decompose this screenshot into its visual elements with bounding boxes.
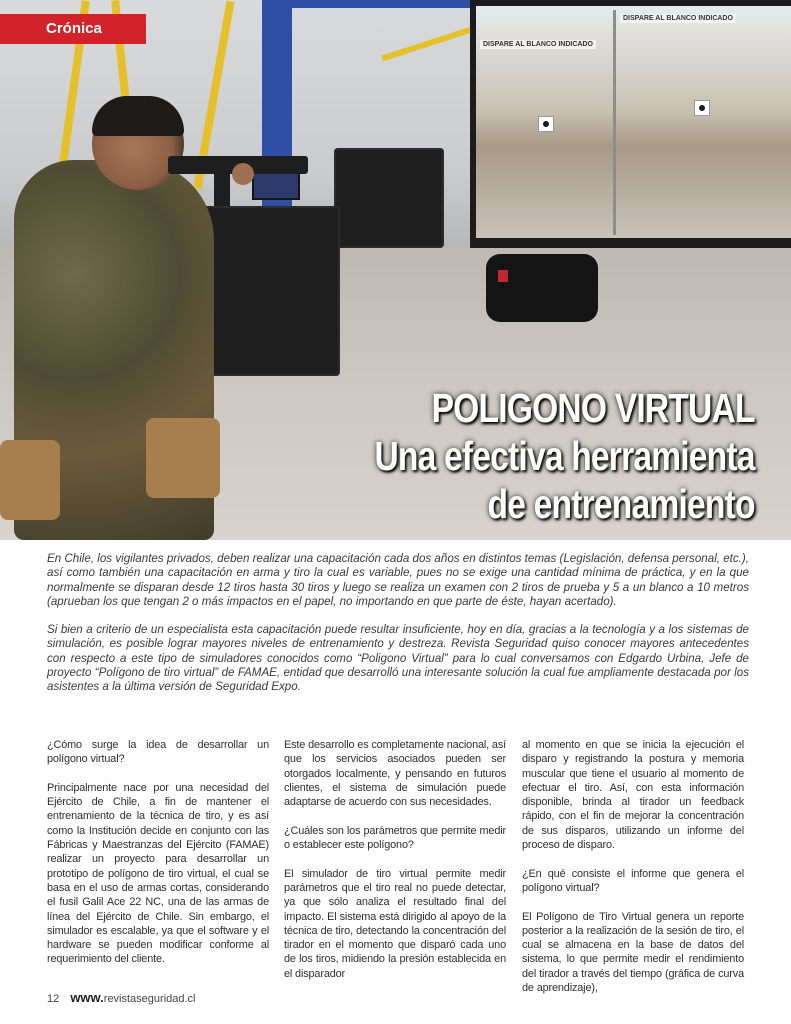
intro (47, 552, 749, 709)
speaker (486, 254, 598, 322)
website-domain: revistaseguridad.cl (103, 993, 196, 1005)
rifle-magazine (214, 172, 230, 206)
headline-line-2: Una efectiva herramienta (374, 433, 755, 479)
target-right (694, 100, 710, 116)
blue-beam (292, 0, 472, 8)
equipment-case-back (334, 148, 444, 248)
boot-right (146, 418, 220, 498)
answer-paragraph: al momento en que se inicia la ejecución el disparo y registrando la postura y memoria muscular que tiene el usuario al momento de efectuar el tiro. Así, con esta información disponible, brinda al tirador un feedback rápido, con el fin de mejorar la concentración de sus disparos, utilizando un informe del proceso de disparo. (522, 739, 744, 852)
speaker-logo (498, 270, 508, 282)
screen-label-right: DISPARE AL BLANCO INDICADO (620, 14, 736, 23)
screen-divider (613, 10, 616, 235)
question: ¿Cuáles son los parámetros que permite medir o establecer este polígono? (284, 824, 506, 852)
body-column-1 (47, 738, 269, 981)
boot-left (0, 440, 60, 520)
soldier-hand (232, 163, 254, 185)
intro-paragraph: Si bien a criterio de un especialista esta capacitación puede resultar insuficiente, hoy en día, gracias a la tecnología y a los sistemas de simulación, es posible lograr mayores niveles de entrenamiento y destreza. Revista Seguridad quiso conocer mayores antecedentes con respecto a este tipo de simuladores conocidos como “Poligono Virtual” para lo cual conversamos con Edgardo Urbina, Jefe de proyecto “Polígono de tiro virtual” de FAMAE, entidad que desarrolló una interesante solución la cual fue ampliamente destacada por los asistentes a la última versión de Seguridad Expo. (47, 623, 749, 694)
footer (47, 990, 196, 1005)
body-column-3 (522, 738, 744, 1010)
answer-paragraph: El Polígono de Tiro Virtual genera un reporte posterior a la realización de la sesión de tiro, el cual se almacena en la base de datos del sistema, lo que permite medir el rendimiento del tirador a través del tiempo (gráfica de curva de aprendizaje), (522, 910, 744, 995)
website-prefix: www. (70, 990, 104, 1005)
question: ¿Cómo surge la idea de desarrollar un polígono virtual? (47, 739, 269, 766)
answer-paragraph: El simulador de tiro virtual permite medir parámetros que el tiro real no puede detectar, ya que sólo analiza el resultado final del impacto. El sistema está dirigido al apoyo de la técnica de tiro, detectando la concentración del tirador en el momento que disparó cada uno de los tiros, midiendo la presión establecida en el disparador (284, 867, 506, 980)
answer-paragraph: Este desarrollo es completamente nacional, así que los servicios asociados pueden ser otorgados localmente, y pensando en futuros clientes, el sistema de simulación puede adaptarse de acuerdo con sus necesidades. (284, 739, 506, 809)
page-number: 12 (47, 993, 60, 1005)
answer-paragraph: Principalmente nace por una necesidad del Ejército de Chile, a fin de mantener el entrenamiento de la técnica de tiro, y es así como la Institución decide en conjunto con las Fábricas y Maestranzas del Ejército (FAMAE) realizar un proyecto para desarrollar un prototipo de polígono de tiro virtual, el cual se basa en el uso de armas cortas, considerando el fusil Galil Ace 22 NC, una de las armas de línea del Ejército de Chile. Sin embargo, el simulador es escalable, ya que el software y el hardware se pueden modificar conforme al requerimiento del cliente. (47, 781, 269, 966)
headline-line-1: POLIGONO VIRTUAL (431, 385, 755, 431)
headline (375, 384, 755, 528)
target-left (538, 116, 554, 132)
intro-paragraph: En Chile, los vigilantes privados, deben realizar una capacitación cada dos años en distintos temas (Legislación, defensa personal, etc.), así como también una capacitación en arma y tiro la cual es variable, pues no se exige una cantidad mínima de práctica, y en la que normalmente se disparan desde 12 tiros hasta 30 tiros y luego se realiza un examen con 2 tiros de prueba y 5 a un blanco a 10 metros (aprueban los que tengan 2 o más impactos en el papel, no importando en que parte de éste, hayan acertado). (47, 552, 749, 608)
headline-line-3: de entrenamiento (487, 481, 755, 527)
screen-label-left: DISPARE AL BLANCO INDICADO (480, 40, 596, 49)
body-column-2 (284, 738, 506, 995)
section-tab: Crónica (0, 14, 146, 44)
question: ¿En qué consiste el informe que genera el polígono virtual? (522, 867, 744, 894)
website[interactable] (70, 990, 196, 1005)
